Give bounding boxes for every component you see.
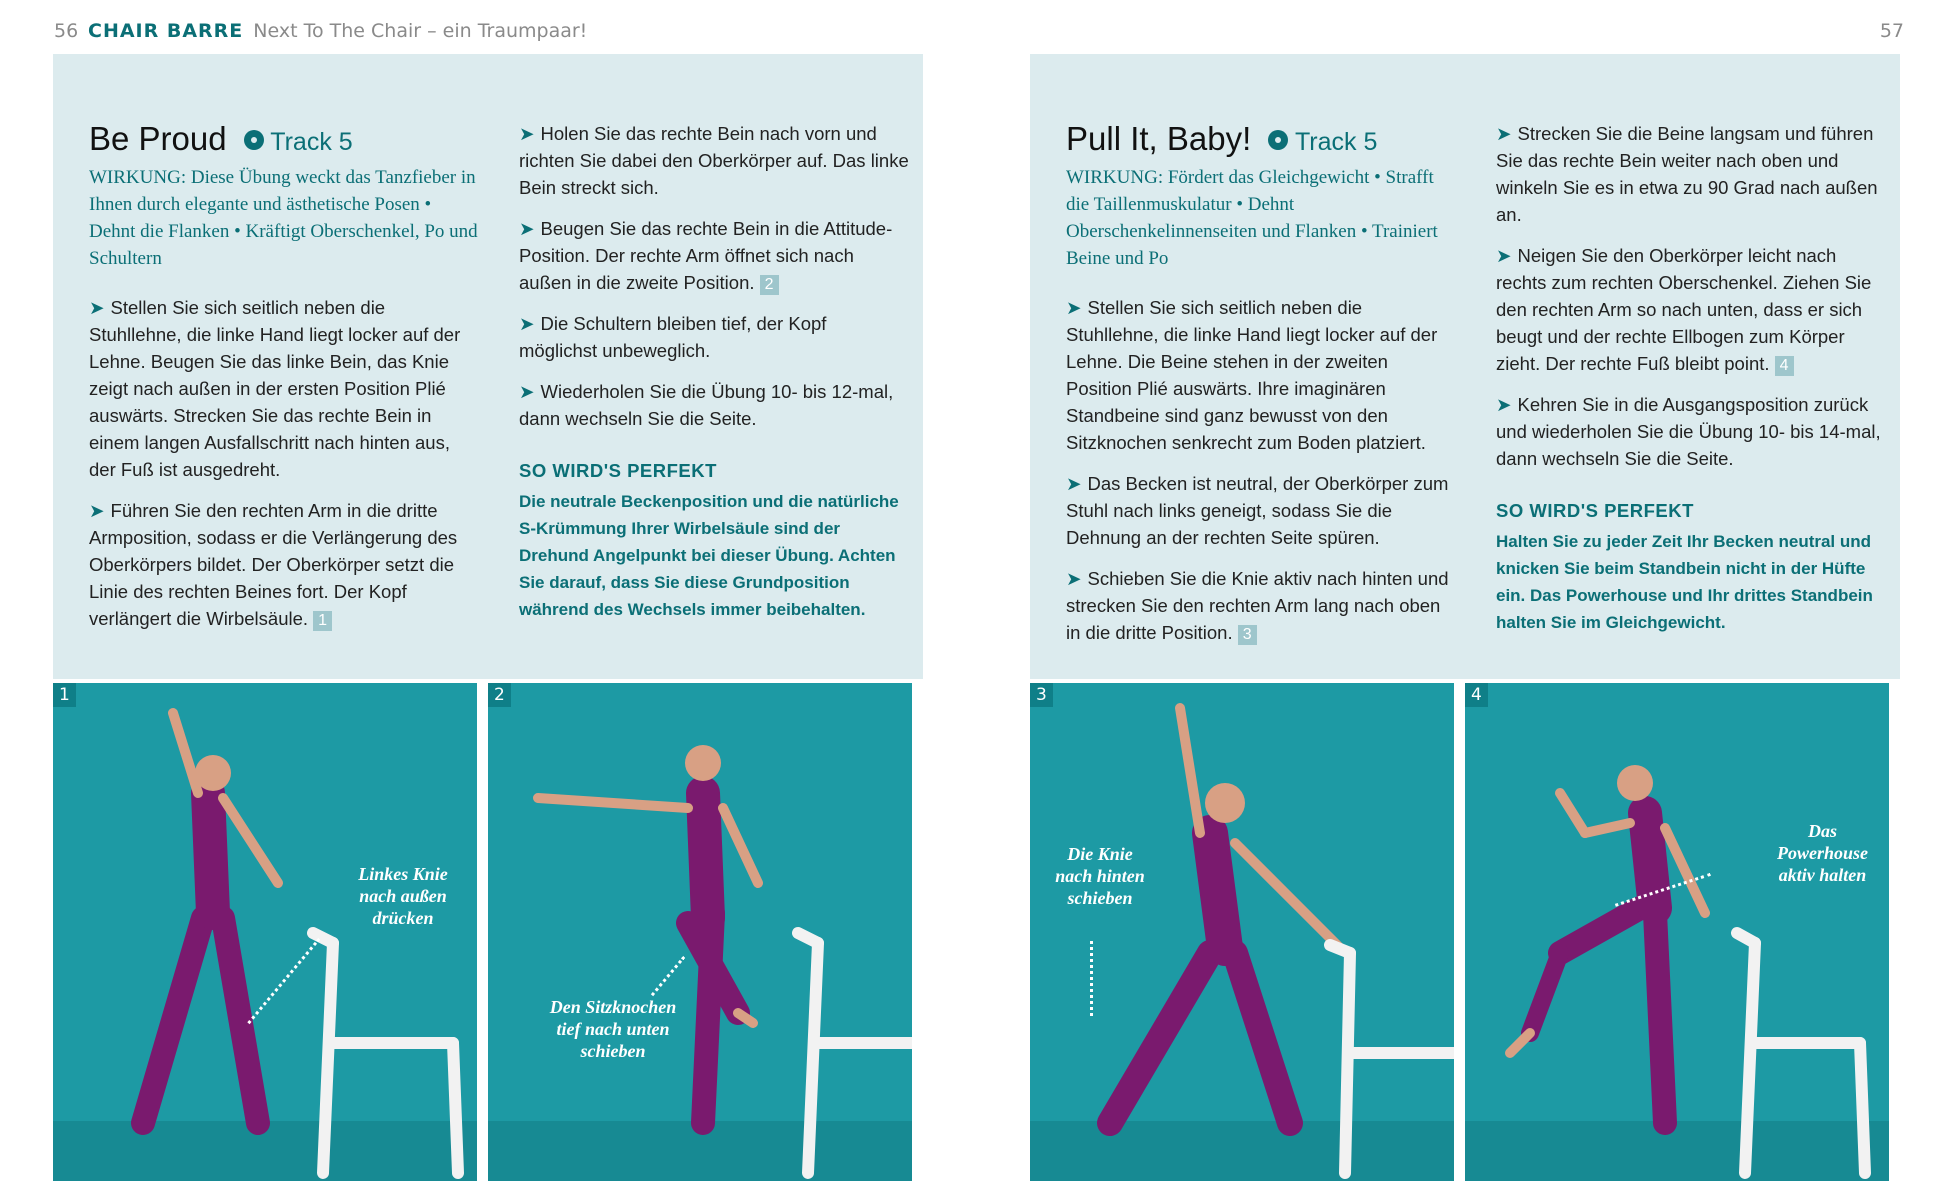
step-item xyxy=(1066,294,1456,456)
photo-caption: Linkes Knie nach außen drücken xyxy=(358,864,448,928)
step-item xyxy=(519,378,909,432)
tip-title: SO WIRD'S PERFEKT xyxy=(1496,500,1694,521)
photo-caption: Die Knie nach hinten schieben xyxy=(1055,844,1145,908)
chapter-subtitle: Next To The Chair – ein Traumpaar! xyxy=(253,20,588,42)
text-column xyxy=(1066,120,1456,660)
step-text: Das Becken ist neutral, der Oberkörper zum Stuhl nach links geneigt, sodass Sie die Dehnung an der rechten Seite spüren. xyxy=(1066,473,1449,548)
track-link[interactable] xyxy=(244,128,353,156)
exercise-title-text: Pull It, Baby! xyxy=(1066,120,1252,157)
exercise-panel-pull-it-baby xyxy=(1030,54,1900,679)
tip-title: SO WIRD'S PERFEKT xyxy=(519,460,717,481)
arrow-icon: ➤ xyxy=(1066,297,1082,318)
photo-number: 2 xyxy=(488,683,511,707)
tip-text: Halten Sie zu jeder Zeit Ihr Becken neutral und knicken Sie beim Standbein nicht in der Hüfte ein. Das Powerhouse und Ihr drittes Standbein halten Sie im Gleichgewicht. xyxy=(1496,532,1873,632)
photo-caption: Das Powerhouse aktiv halten xyxy=(1776,821,1868,885)
step-item xyxy=(1496,242,1886,377)
arrow-icon: ➤ xyxy=(1066,473,1082,494)
exercise-title-text: Be Proud xyxy=(89,120,227,157)
figure-ref: 1 xyxy=(313,611,332,631)
text-column xyxy=(1496,120,1886,636)
arrow-icon: ➤ xyxy=(519,123,535,144)
step-item xyxy=(1066,470,1456,551)
track-link[interactable] xyxy=(1268,128,1377,156)
play-track-icon xyxy=(244,130,264,150)
photo-number: 4 xyxy=(1465,683,1488,707)
arrow-icon: ➤ xyxy=(89,297,105,318)
step-text: Beugen Sie das rechte Bein in die Attitude-Position. Der rechte Arm öffnet sich nach außen in die zweite Position. xyxy=(519,218,893,293)
exercise-title xyxy=(89,120,479,158)
step-text: Die Schultern bleiben tief, der Kopf möglichst unbeweglich. xyxy=(519,313,827,361)
step-item xyxy=(1066,565,1456,646)
step-text: Stellen Sie sich seitlich neben die Stuhllehne, die linke Hand liegt locker auf der Lehne. Beugen Sie das linke Bein, das Knie zeigt nach außen in der ersten Position Plié auswärts. Strecken Sie das rechte Bein in einem langen Ausfallschritt nach hinten aus, der Fuß ist ausgedreht. xyxy=(89,297,461,480)
arrow-icon: ➤ xyxy=(519,381,535,402)
step-text: Kehren Sie in die Ausgangsposition zurück und wiederholen Sie die Übung 10- bis 14-mal, dann wechseln Sie die Seite. xyxy=(1496,394,1881,469)
woman-figure-illustration xyxy=(1030,683,1454,1181)
arrow-icon: ➤ xyxy=(519,313,535,334)
caption-pointer xyxy=(1090,941,1093,1016)
figure-ref: 3 xyxy=(1238,625,1257,645)
step-text: Wiederholen Sie die Übung 10- bis 12-mal, dann wechseln Sie die Seite. xyxy=(519,381,894,429)
step-item xyxy=(89,497,479,632)
photo-number: 1 xyxy=(53,683,76,707)
page-number-left: 56 xyxy=(54,20,79,42)
page-number-right: 57 xyxy=(1879,20,1904,42)
step-text: Strecken Sie die Beine langsam und führen Sie das rechte Bein weiter nach oben und winkeln Sie es in etwa zu 90 Grad nach außen an. xyxy=(1496,123,1878,225)
woman-figure-illustration xyxy=(488,683,912,1181)
step-text: Schieben Sie die Knie aktiv nach hinten und strecken Sie den rechten Arm lang nach oben in die dritte Position. xyxy=(1066,568,1449,643)
track-label: Track 5 xyxy=(270,128,353,156)
woman-figure-illustration xyxy=(1465,683,1889,1181)
exercise-photo-4 xyxy=(1465,683,1889,1181)
step-text: Stellen Sie sich seitlich neben die Stuhllehne, die linke Hand liegt locker auf der Lehne. Die Beine stehen in der zweiten Position Plié auswärts. Ihre imaginären Standbeine sind ganz bewusst von den Sitzknochen senkrecht zum Boden platziert. xyxy=(1066,297,1438,453)
step-text: Neigen Sie den Oberkörper leicht nach rechts zum rechten Oberschenkel. Ziehen Sie den rechten Arm so nach unten, dass er sich beugt und der rechte Ellbogen zum Körper zieht. Der rechte Fuß bleibt point. xyxy=(1496,245,1872,374)
step-item xyxy=(1496,120,1886,228)
step-text: Führen Sie den rechten Arm in die dritte Armposition, sodass er die Verlängerung des Oberkörpers bildet. Der Oberkörper setzt die Linie des rechten Beines fort. Der Kopf verlängert die Wirbelsäule. xyxy=(89,500,458,629)
photo-number: 3 xyxy=(1030,683,1053,707)
step-text: Holen Sie das rechte Bein nach vorn und richten Sie dabei den Oberkörper auf. Das linke Bein streckt sich. xyxy=(519,123,909,198)
step-item xyxy=(519,120,909,201)
running-header xyxy=(88,20,587,42)
arrow-icon: ➤ xyxy=(519,218,535,239)
exercise-panel-be-proud xyxy=(53,54,923,679)
arrow-icon: ➤ xyxy=(1496,123,1512,144)
step-item xyxy=(89,294,479,483)
figure-ref: 4 xyxy=(1775,356,1794,376)
arrow-icon: ➤ xyxy=(1496,245,1512,266)
exercise-title xyxy=(1066,120,1456,158)
text-column xyxy=(519,120,909,623)
exercise-photo-1 xyxy=(53,683,477,1181)
step-item xyxy=(519,215,909,296)
play-track-icon xyxy=(1268,130,1288,150)
arrow-icon: ➤ xyxy=(89,500,105,521)
effect-text: WIRKUNG: Fördert das Gleichgewicht • Strafft die Taillenmuskulatur • Dehnt Oberschenkelinnenseiten und Flanken • Trainiert Beine und Po xyxy=(1066,167,1438,269)
arrow-icon: ➤ xyxy=(1066,568,1082,589)
effect-text: WIRKUNG: Diese Übung weckt das Tanzfieber in Ihnen durch elegante und ästhetische Posen • Dehnt die Flanken • Kräftigt Oberschenkel, Po und Schultern xyxy=(89,167,478,269)
text-column xyxy=(89,120,479,646)
section-title: CHAIR BARRE xyxy=(88,20,244,42)
arrow-icon: ➤ xyxy=(1496,394,1512,415)
woman-figure-illustration xyxy=(53,683,477,1181)
tip-text: Die neutrale Beckenposition und die natürliche S-Krümmung Ihrer Wirbelsäule sind der Drehund Angelpunkt bei dieser Übung. Achten Sie darauf, dass Sie diese Grundposition während des Wechsels immer beibehalten. xyxy=(519,492,899,619)
photo-caption: Den Sitzknochen tief nach unten schieben xyxy=(549,997,677,1061)
step-item xyxy=(519,310,909,364)
figure-ref: 2 xyxy=(760,275,779,295)
exercise-photo-2 xyxy=(488,683,912,1181)
step-item xyxy=(1496,391,1886,472)
exercise-photo-3 xyxy=(1030,683,1454,1181)
track-label: Track 5 xyxy=(1294,128,1378,156)
